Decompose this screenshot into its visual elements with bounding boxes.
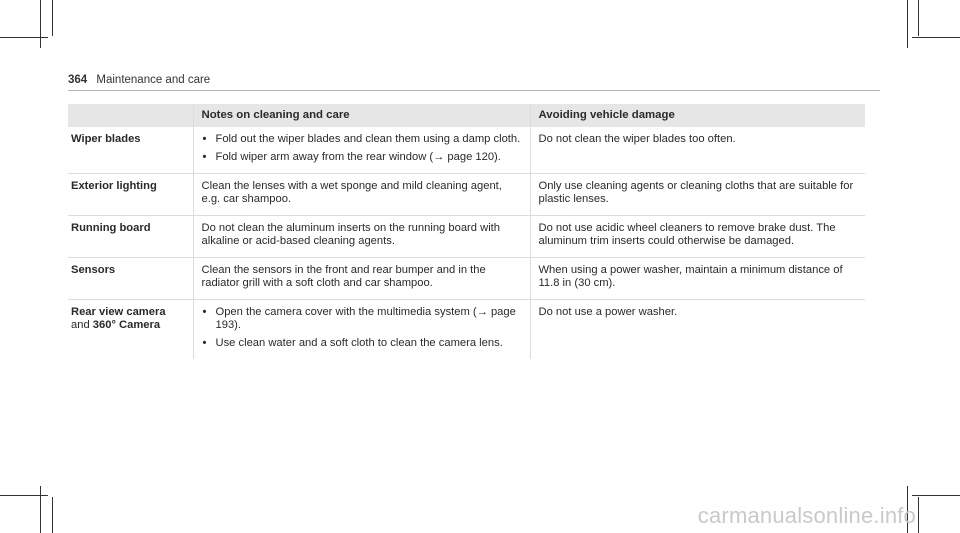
crop-mark xyxy=(0,495,48,496)
list-item: • Open the camera cover with the multimedia system (→ page 193). xyxy=(202,306,516,331)
row-label: Running board xyxy=(68,216,193,258)
column-header-notes: Notes on cleaning and care xyxy=(193,104,530,127)
row-label-line: and 360° Camera xyxy=(71,319,161,331)
crop-mark xyxy=(912,495,960,496)
table-row xyxy=(68,300,865,360)
page-header xyxy=(68,74,210,86)
damage-cell: Do not use acidic wheel cleaners to remove brake dust. The aluminum trim inserts could otherwise be damaged. xyxy=(530,216,865,258)
notes-cell: Clean the sensors in the front and rear bumper and in the radiator grill with a soft cloth and car shampoo. xyxy=(193,258,530,300)
damage-cell: Do not use a power washer. xyxy=(530,300,865,360)
damage-cell: When using a power washer, maintain a minimum distance of 11.8 in (30 cm). xyxy=(530,258,865,300)
column-header-item xyxy=(68,104,193,127)
crop-mark xyxy=(40,486,41,533)
row-label: Sensors xyxy=(68,258,193,300)
table-row xyxy=(68,258,865,300)
cleaning-care-table xyxy=(68,104,865,359)
row-label: Wiper blades xyxy=(68,127,193,174)
column-header-damage: Avoiding vehicle damage xyxy=(530,104,865,127)
row-label: Exterior lighting xyxy=(68,174,193,216)
page-number: 364 xyxy=(68,74,88,86)
crop-mark xyxy=(918,0,919,36)
table-row xyxy=(68,174,865,216)
bullet-icon: • xyxy=(202,133,207,145)
crop-mark xyxy=(40,0,41,48)
table-header-row xyxy=(68,104,865,127)
list-item: • Fold out the wiper blades and clean them using a damp cloth. xyxy=(202,133,521,145)
header-divider xyxy=(68,90,880,91)
notes-cell xyxy=(193,127,530,174)
watermark: carmanualsonline.info xyxy=(697,503,916,528)
list-item: • Fold wiper arm away from the rear window (→ page 120). xyxy=(202,151,501,163)
crop-mark xyxy=(0,37,48,38)
notes-cell: Clean the lenses with a wet sponge and mild cleaning agent, e.g. car shampoo. xyxy=(193,174,530,216)
crop-mark xyxy=(907,0,908,48)
bullet-icon: • xyxy=(202,337,207,349)
bullet-icon: • xyxy=(202,151,207,163)
list-item: • Use clean water and a soft cloth to clean the camera lens. xyxy=(202,337,503,349)
crop-mark xyxy=(912,37,960,38)
table-row xyxy=(68,216,865,258)
table-row xyxy=(68,127,865,174)
crop-mark xyxy=(918,497,919,533)
crop-mark xyxy=(52,0,53,36)
bullet-icon: • xyxy=(202,306,207,318)
notes-cell xyxy=(193,300,530,360)
notes-cell: Do not clean the aluminum inserts on the running board with alkaline or acid-based cleaning agents. xyxy=(193,216,530,258)
damage-cell: Only use cleaning agents or cleaning cloths that are suitable for plastic lenses. xyxy=(530,174,865,216)
damage-cell: Do not clean the wiper blades too often. xyxy=(530,127,865,174)
section-title: Maintenance and care xyxy=(96,74,211,86)
row-label xyxy=(68,300,193,360)
crop-mark xyxy=(52,497,53,533)
row-label-line: Rear view camera xyxy=(71,306,166,318)
